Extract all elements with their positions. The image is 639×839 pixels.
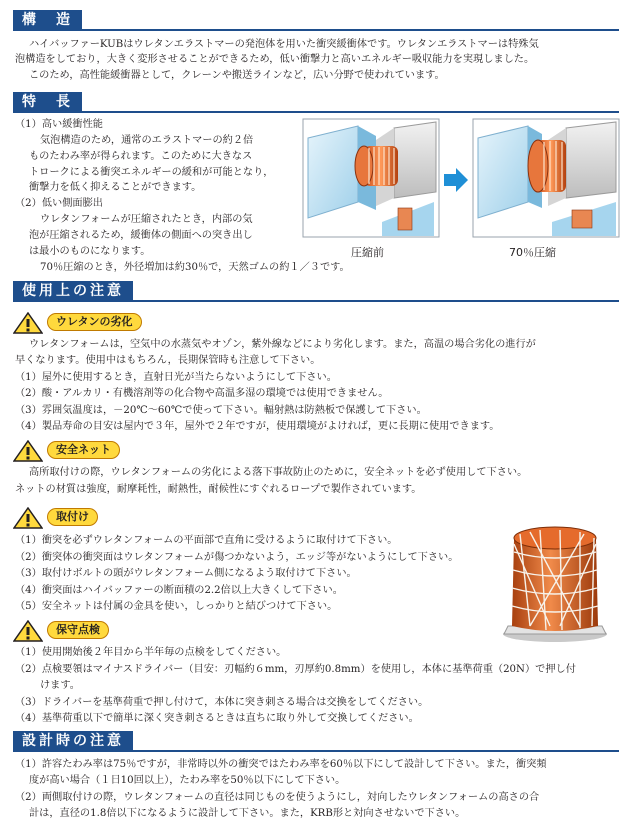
feature-text: 気泡構造のため，通常のエラストマーの約２倍 xyxy=(40,135,254,146)
feature-text: は最小のものになります。 xyxy=(29,246,151,257)
mounting-line: （4）衝突面はハイバッファーの断面積の2.2倍以上大きくして下さい。 xyxy=(15,585,343,596)
warning-mounting xyxy=(13,507,133,527)
safety-net-line: 高所取付けの際，ウレタンフォームの劣化による落下事故防止のために，安全ネットを必ず使用して下さい。 xyxy=(29,467,528,478)
mounting-line: （3）取付けボルトの頭がウレタンフォーム側になるよう取付けて下さい。 xyxy=(15,568,357,579)
mounting-line: （5）安全ネットは付属の金具を使い，しっかりと結びつけて下さい。 xyxy=(15,601,338,612)
mounting-line: （1）衝突を必ずウレタンフォームの平面部で直角に受けるように取付けて下さい。 xyxy=(15,535,398,546)
warning-label: ウレタンの劣化 xyxy=(47,313,142,331)
section-heading-features: 特 長 xyxy=(13,92,82,112)
deterioration-line: ウレタンフォームは，空気中の水蒸気やオゾン，紫外線などにより劣化します。また，高温の場合劣化の進行が xyxy=(29,339,536,350)
warning-label: 安全ネット xyxy=(47,441,120,459)
section-design xyxy=(13,731,619,753)
inspection-line: けます。 xyxy=(40,680,80,691)
caption-after: 70％圧縮 xyxy=(509,246,556,259)
product-photo-safety-net xyxy=(500,522,610,644)
section-heading-usage: 使用上の注意 xyxy=(13,281,133,301)
warning-icon xyxy=(13,312,43,334)
caption-before: 圧縮前 xyxy=(351,246,384,259)
inspection-line: （1）使用開始後２年目から半年毎の点検をしてください。 xyxy=(15,647,287,658)
feature-text: ウレタンフォームが圧縮されたとき，内部の気 xyxy=(40,214,253,225)
design-line: 度が高い場合（１日10回以上），たわみ率を50％以下にして下さい。 xyxy=(29,775,346,786)
section-rule xyxy=(13,111,619,113)
feature-text: トロークによる衝突エネルギーの緩和が可能となり， xyxy=(29,167,274,178)
section-features xyxy=(13,92,619,114)
compression-figure xyxy=(302,118,620,240)
mounting-line: （2）衝突体の衝突面はウレタンフォームが傷つかないよう，エッジ等がないようにして下さい。 xyxy=(15,552,459,563)
deterioration-line: （1）屋外に使用するとき，直射日光が当たらないようにして下さい。 xyxy=(15,372,337,383)
section-rule xyxy=(13,750,619,752)
warning-label: 取付け xyxy=(47,508,98,526)
warning-icon xyxy=(13,507,43,529)
section-rule xyxy=(13,300,619,302)
feature-text: 70％圧縮のとき，外径増加は約30％で，天然ゴムの約１／３です。 xyxy=(40,262,350,273)
warning-icon xyxy=(13,620,43,642)
inspection-line: （2）点検要領はマイナスドライバー（目安：刃幅約６mm，刃厚約0.8mm）を使用し，本体に基準荷重（20N）で押し付 xyxy=(15,664,576,675)
design-line: 計は，直径の1.8倍以下になるように設計して下さい。また，KRB形と対向させないで下さい。 xyxy=(29,808,466,819)
warning-label: 保守点検 xyxy=(47,621,109,639)
deterioration-line: （4）製品寿命の目安は屋内で３年，屋外で２年ですが，使用環境がよければ，更に長期に使用できます。 xyxy=(15,421,500,432)
inspection-line: （4）基準荷重以下で簡単に深く突き刺さるときは直ちに取り外して交換してください。 xyxy=(15,713,419,724)
feature-text: ものたわみ率が得られます。このために大きなス xyxy=(29,151,253,162)
feature-text: 衝撃力を低く抑えることができます。 xyxy=(29,182,202,193)
deterioration-line: （2）酸・アルカリ・有機溶剤等の化合物や高温多湿の環境では使用できません。 xyxy=(15,388,389,399)
warning-icon xyxy=(13,440,43,462)
warning-deterioration xyxy=(13,312,163,332)
structure-line-2: 泡構造をしており，大きく変形させることができるため，低い衝撃力と高いエネルギー吸収能力を実現しました。 xyxy=(15,54,535,65)
structure-line-3: このため，高性能緩衝器として，クレーンや搬送ラインなど，広い分野で使われています。 xyxy=(29,70,445,81)
arrow-icon xyxy=(444,168,468,192)
foam-cylinder-after xyxy=(528,140,566,192)
warning-inspection xyxy=(13,620,143,640)
deterioration-line: （3）雰囲気温度は，－20℃～60℃で使って下さい。輻射熱は防熱板で保護して下さい。 xyxy=(15,405,427,416)
design-line: （1）許容たわみ率は75％ですが，非常時以外の衝突ではたわみ率を60％以下にして設計して下さい。また，衝突頻 xyxy=(15,759,547,770)
section-rule xyxy=(13,29,619,31)
section-structure xyxy=(13,10,619,32)
section-heading-structure: 構 造 xyxy=(13,10,82,30)
warning-safety-net xyxy=(13,440,153,460)
feature-text: 泡が圧縮されるため，緩衝体の側面への突き出し xyxy=(29,230,253,241)
section-usage xyxy=(13,281,619,303)
foam-cylinder-before xyxy=(355,146,398,186)
design-line: （2）両側取付けの際，ウレタンフォームの直径は同じものを使うようにし，対向したウレタンフォームの高さの合 xyxy=(15,792,540,803)
deterioration-line: 早くなります。使用中はもちろん，長期保管時も注意して下さい。 xyxy=(15,355,321,366)
inspection-line: （3）ドライバーを基準荷重で押し付けて，本体に突き刺さる場合は交換をしてください。 xyxy=(15,697,429,708)
section-heading-design: 設計時の注意 xyxy=(13,731,133,751)
structure-line-1: ハイバッファーKUBはウレタンエラストマーの発泡体を用いた衝突緩衝体です。ウレタンエラストマーは特殊気 xyxy=(29,39,539,50)
safety-net-line: ネットの材質は強度，耐摩耗性，耐熱性，耐候性にすぐれるロープで製作されています。 xyxy=(15,484,422,495)
feature-item-1-title: （1）高い緩衝性能 xyxy=(15,119,103,130)
feature-item-2-title: （2）低い側面膨出 xyxy=(15,198,103,209)
